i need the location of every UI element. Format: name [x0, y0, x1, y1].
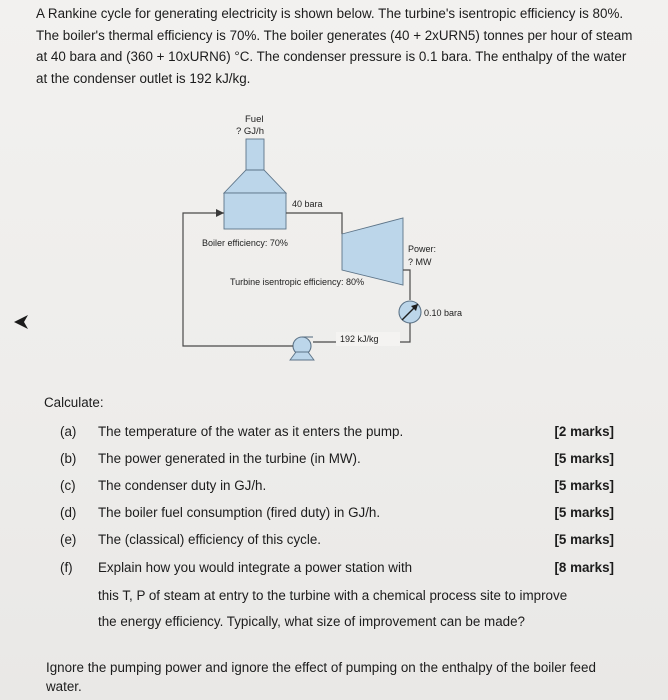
fuel-value: ? GJ/h	[236, 126, 264, 137]
question-c	[60, 478, 620, 498]
turbine	[342, 218, 403, 285]
question-text: The condenser duty in GJ/h.	[98, 478, 267, 493]
boiler-efficiency-label: Boiler efficiency: 70%	[202, 238, 288, 248]
fuel-label: Fuel	[245, 114, 264, 125]
question-letter: (b)	[60, 451, 77, 466]
power-label: Power:	[408, 244, 437, 254]
question-letter: (e)	[60, 532, 77, 547]
question-a	[60, 424, 620, 444]
question-letter: (f)	[60, 560, 73, 575]
boiler	[224, 139, 286, 229]
question-text: The power generated in the turbine (in MW).	[98, 451, 361, 466]
question-letter: (a)	[60, 424, 77, 439]
question-marks: [8 marks]	[554, 560, 614, 575]
boiler-pressure-label: 40 bara	[292, 199, 323, 209]
question-f-continuation: the energy efficiency. Typically, what size of improvement can be made?	[98, 614, 525, 629]
footer-note: Ignore the pumping power and ignore the effect of pumping on the enthalpy of the boiler feed water.	[46, 660, 596, 694]
calculate-heading: Calculate:	[44, 395, 104, 410]
steam-line	[286, 213, 342, 234]
question-text: The temperature of the water as it enters the pump.	[98, 424, 404, 439]
condensate-enthalpy-label: 192 kJ/kg	[340, 334, 379, 344]
feedwater-arrow-icon	[216, 209, 224, 217]
mouse-pointer-icon	[12, 312, 32, 332]
question-e	[60, 532, 620, 552]
condenser	[399, 301, 421, 323]
question-d	[60, 505, 620, 525]
question-marks: [5 marks]	[554, 478, 614, 493]
pump	[290, 337, 314, 360]
question-marks: [5 marks]	[554, 451, 614, 466]
exhaust-line	[403, 270, 410, 300]
power-value: ? MW	[408, 257, 432, 267]
question-text: Explain how you would integrate a power station with	[98, 560, 413, 575]
question-marks: [5 marks]	[554, 505, 614, 520]
problem-statement: A Rankine cycle for generating electricity is shown below. The turbine's isentropic efficiency is 80%. The boiler's thermal efficiency is 70%. The boiler generates (40 + 2xURN5) tonnes per hour of steam at 40 bara and (360 + 10xURN6) °C. The condenser pressure is 0.1 bara. The enthalpy of the water at the condenser outlet is 192 kJ/kg.	[36, 6, 633, 86]
question-b	[60, 451, 620, 471]
condenser-pressure-label: 0.10 bara	[424, 308, 463, 318]
question-text: The boiler fuel consumption (fired duty) in GJ/h.	[98, 505, 381, 520]
turbine-efficiency-label: Turbine isentropic efficiency: 80%	[230, 277, 365, 287]
question-marks: [2 marks]	[554, 424, 614, 439]
question-text: The (classical) efficiency of this cycle.	[98, 532, 322, 547]
question-marks: [5 marks]	[554, 532, 614, 547]
question-letter: (d)	[60, 505, 77, 520]
question-f	[60, 560, 620, 580]
question-f-continuation: this T, P of steam at entry to the turbine with a chemical process site to improve	[98, 588, 568, 603]
question-letter: (c)	[60, 478, 76, 493]
